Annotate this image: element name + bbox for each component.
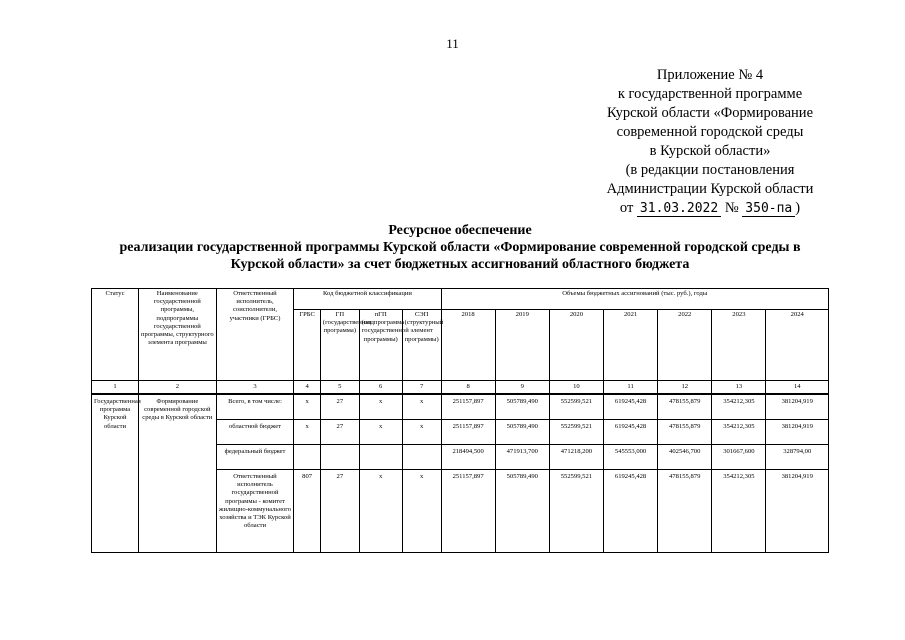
executor-cell: Ответственный исполнитель государственной программы - комитет жилищно-коммунального хозяйства и ТЭК Курской области [216, 470, 294, 553]
header-year: 2024 [766, 310, 829, 381]
executor-cell: федеральный бюджет [216, 445, 294, 470]
header-year: 2021 [604, 310, 658, 381]
sep-cell: х [402, 394, 441, 420]
value-cell: 478155,879 [658, 420, 712, 445]
appendix-line: (в редакции постановления [625, 162, 795, 178]
gp-cell: 27 [320, 420, 359, 445]
appendix-line: к государственной программе [617, 86, 803, 102]
program-name-cell: Формирование современной городской среды в Курской области [139, 394, 217, 553]
grbs-cell: х [294, 394, 321, 420]
page-number: 11 [446, 36, 459, 51]
resolution-number: 350-па [742, 201, 795, 217]
value-cell: 328794,00 [766, 445, 829, 470]
column-number: 6 [359, 381, 402, 395]
appendix-block [560, 66, 860, 218]
sep-cell [402, 445, 441, 470]
value-cell: 251157,897 [441, 394, 495, 420]
value-cell: 354212,305 [712, 394, 766, 420]
header-year: 2022 [658, 310, 712, 381]
grbs-cell [294, 445, 321, 470]
pgp-cell: х [359, 394, 402, 420]
value-cell: 471913,700 [495, 445, 549, 470]
closing-paren: ) [795, 200, 801, 216]
column-number: 2 [139, 381, 217, 395]
value-cell: 354212,305 [712, 420, 766, 445]
column-number: 9 [495, 381, 549, 395]
value-cell: 552599,521 [549, 470, 603, 553]
value-cell: 505789,490 [495, 420, 549, 445]
pgp-cell: х [359, 470, 402, 553]
title-line: Ресурсное обеспечение [388, 223, 532, 238]
value-cell: 552599,521 [549, 394, 603, 420]
document-title [60, 222, 860, 273]
header-year: 2018 [441, 310, 495, 381]
value-cell: 381204,919 [766, 394, 829, 420]
header-year: 2020 [549, 310, 603, 381]
executor-cell: Всего, в том числе: [216, 394, 294, 420]
sep-cell: х [402, 470, 441, 553]
gp-cell: 27 [320, 394, 359, 420]
appendix-line: современной городской среды [616, 124, 804, 140]
value-cell: 251157,897 [441, 470, 495, 553]
value-cell: 619245,428 [604, 420, 658, 445]
value-cell: 505789,490 [495, 394, 549, 420]
value-cell: 505789,490 [495, 470, 549, 553]
sep-cell: х [402, 420, 441, 445]
header-year: 2019 [495, 310, 549, 381]
header-budget-codes: Код бюджетной классификации [294, 289, 441, 310]
resolution-date: 31.03.2022 [637, 201, 721, 217]
column-number: 13 [712, 381, 766, 395]
date-prefix: от [619, 200, 634, 216]
title-line: Курской области» за счет бюджетных ассигнований областного бюджета [230, 257, 690, 272]
grbs-cell: х [294, 420, 321, 445]
value-cell: 218494,500 [441, 445, 495, 470]
value-cell: 545553,000 [604, 445, 658, 470]
header-allocations: Объемы бюджетных ассигнований (тыс. руб.), годы [441, 289, 828, 310]
header-name: Наименование государственной программы, подпрограммы государственной программы, структурного элемента программы [139, 289, 217, 381]
value-cell: 381204,919 [766, 470, 829, 553]
value-cell: 471218,200 [549, 445, 603, 470]
column-number: 11 [604, 381, 658, 395]
header-status: Статус [92, 289, 139, 381]
header-executor: Ответственный исполнитель, соисполнители, участники (ГРБС) [216, 289, 294, 381]
appendix-line: в Курской области» [649, 143, 771, 159]
value-cell: 478155,879 [658, 394, 712, 420]
column-number: 10 [549, 381, 603, 395]
value-cell: 301667,600 [712, 445, 766, 470]
appendix-line: Курской области «Формирование [606, 105, 814, 121]
executor-cell: областной бюджет [216, 420, 294, 445]
resource-table [91, 288, 829, 553]
gp-cell [320, 445, 359, 470]
appendix-line: Приложение № 4 [656, 67, 764, 83]
value-cell: 354212,305 [712, 470, 766, 553]
grbs-cell: 807 [294, 470, 321, 553]
value-cell: 381204,919 [766, 420, 829, 445]
appendix-line: Администрации Курской области [606, 181, 814, 197]
pgp-cell: х [359, 420, 402, 445]
header-year: 2023 [712, 310, 766, 381]
value-cell: 251157,897 [441, 420, 495, 445]
column-number: 5 [320, 381, 359, 395]
column-number: 14 [766, 381, 829, 395]
value-cell: 552599,521 [549, 420, 603, 445]
appendix-date-line [560, 199, 860, 218]
column-number: 1 [92, 381, 139, 395]
pgp-cell [359, 445, 402, 470]
header-sep: СЭП (структурный элемент программы) [402, 310, 441, 381]
value-cell: 478155,879 [658, 470, 712, 553]
column-number: 12 [658, 381, 712, 395]
value-cell: 402546,700 [658, 445, 712, 470]
header-grbs: ГРБС [294, 310, 321, 381]
header-pgp: пГП (подпрограмма государственной программы) [359, 310, 402, 381]
column-number: 4 [294, 381, 321, 395]
number-sign: № [724, 200, 739, 216]
column-number: 3 [216, 381, 294, 395]
table-row [92, 394, 829, 420]
value-cell: 619245,428 [604, 394, 658, 420]
value-cell: 619245,428 [604, 470, 658, 553]
column-number: 7 [402, 381, 441, 395]
column-number: 8 [441, 381, 495, 395]
gp-cell: 27 [320, 470, 359, 553]
header-gp: ГП (государственная программа) [320, 310, 359, 381]
title-line: реализации государственной программы Курской области «Формирование современной городской среды в [119, 240, 801, 255]
status-cell: Государственная программа Курской области [92, 394, 139, 553]
